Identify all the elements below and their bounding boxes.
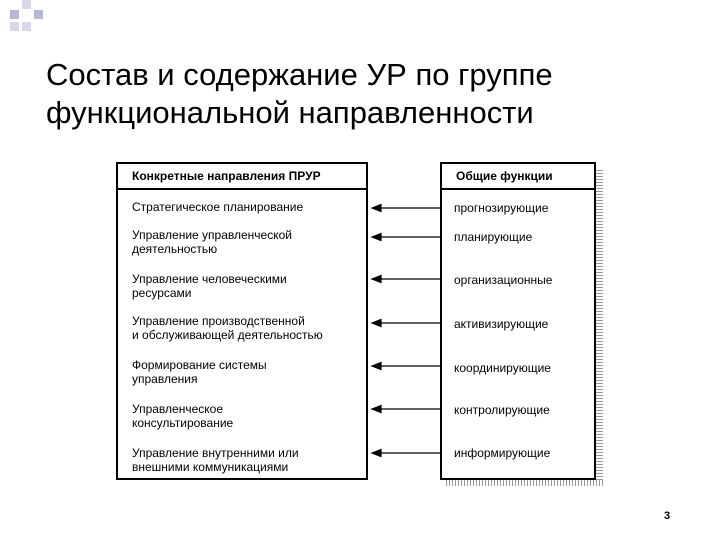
box-shadow-right xyxy=(596,168,603,486)
function-item: активизирующие xyxy=(454,317,549,331)
title-line-2: функциональной направленности xyxy=(46,95,534,130)
slide-title xyxy=(46,56,686,132)
arrow xyxy=(372,450,440,457)
function-item: планирующие xyxy=(454,230,533,244)
deco-square xyxy=(22,0,31,9)
direction-item: Управление управленческой деятельностью xyxy=(132,228,292,256)
function-item: информирующие xyxy=(454,446,551,460)
arrow xyxy=(372,320,440,327)
arrow xyxy=(372,234,440,241)
direction-item: Управление производственной и обслуживающей деятельностью xyxy=(132,314,323,342)
direction-item: Стратегическое планирование xyxy=(132,200,304,214)
function-item: контролирующие xyxy=(454,403,550,417)
function-item: организационные xyxy=(454,273,553,287)
function-item: прогнозирующие xyxy=(454,201,549,215)
page-number: 3 xyxy=(664,510,671,522)
deco-square xyxy=(10,22,19,31)
directions-header: Конкретные направления ПРУР xyxy=(118,164,366,190)
functions-header: Общие функции xyxy=(442,164,594,190)
decorative-squares xyxy=(0,0,60,40)
direction-item: Управленческое консультирование xyxy=(132,402,234,430)
arrow xyxy=(372,276,440,283)
arrow xyxy=(372,205,440,212)
title-line-1: Состав и содержание УР по группе xyxy=(46,57,553,92)
arrow xyxy=(372,363,440,370)
arrow xyxy=(372,406,440,413)
box-shadow-bottom xyxy=(446,480,603,486)
direction-item: Управление человеческими ресурсами xyxy=(132,272,287,300)
deco-square xyxy=(22,22,31,31)
function-item: координирующие xyxy=(454,361,551,375)
direction-item: Формирование системы управления xyxy=(132,358,267,386)
deco-square xyxy=(34,10,43,19)
functions-box xyxy=(440,162,596,480)
deco-square xyxy=(10,10,19,19)
directions-box xyxy=(116,162,368,480)
direction-item: Управление внутренними или внешними коммуникациями xyxy=(132,446,299,474)
